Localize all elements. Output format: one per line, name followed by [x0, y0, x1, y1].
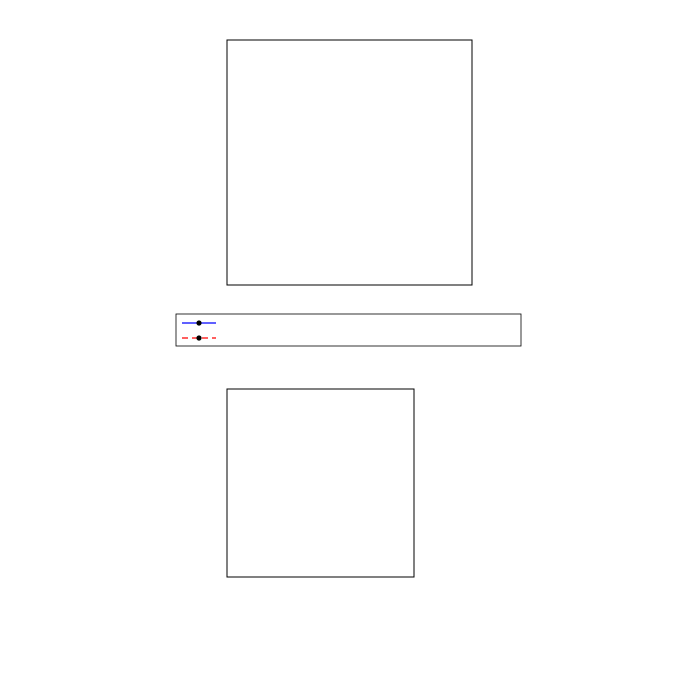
bottom-chart [227, 389, 414, 577]
top-chart [227, 40, 472, 285]
top-plot-frame [227, 40, 472, 285]
legend [176, 314, 521, 346]
legend-model-marker [196, 335, 201, 340]
legend-box [176, 314, 521, 346]
legend-obs-marker [196, 320, 201, 325]
bottom-plot-frame [227, 389, 414, 577]
